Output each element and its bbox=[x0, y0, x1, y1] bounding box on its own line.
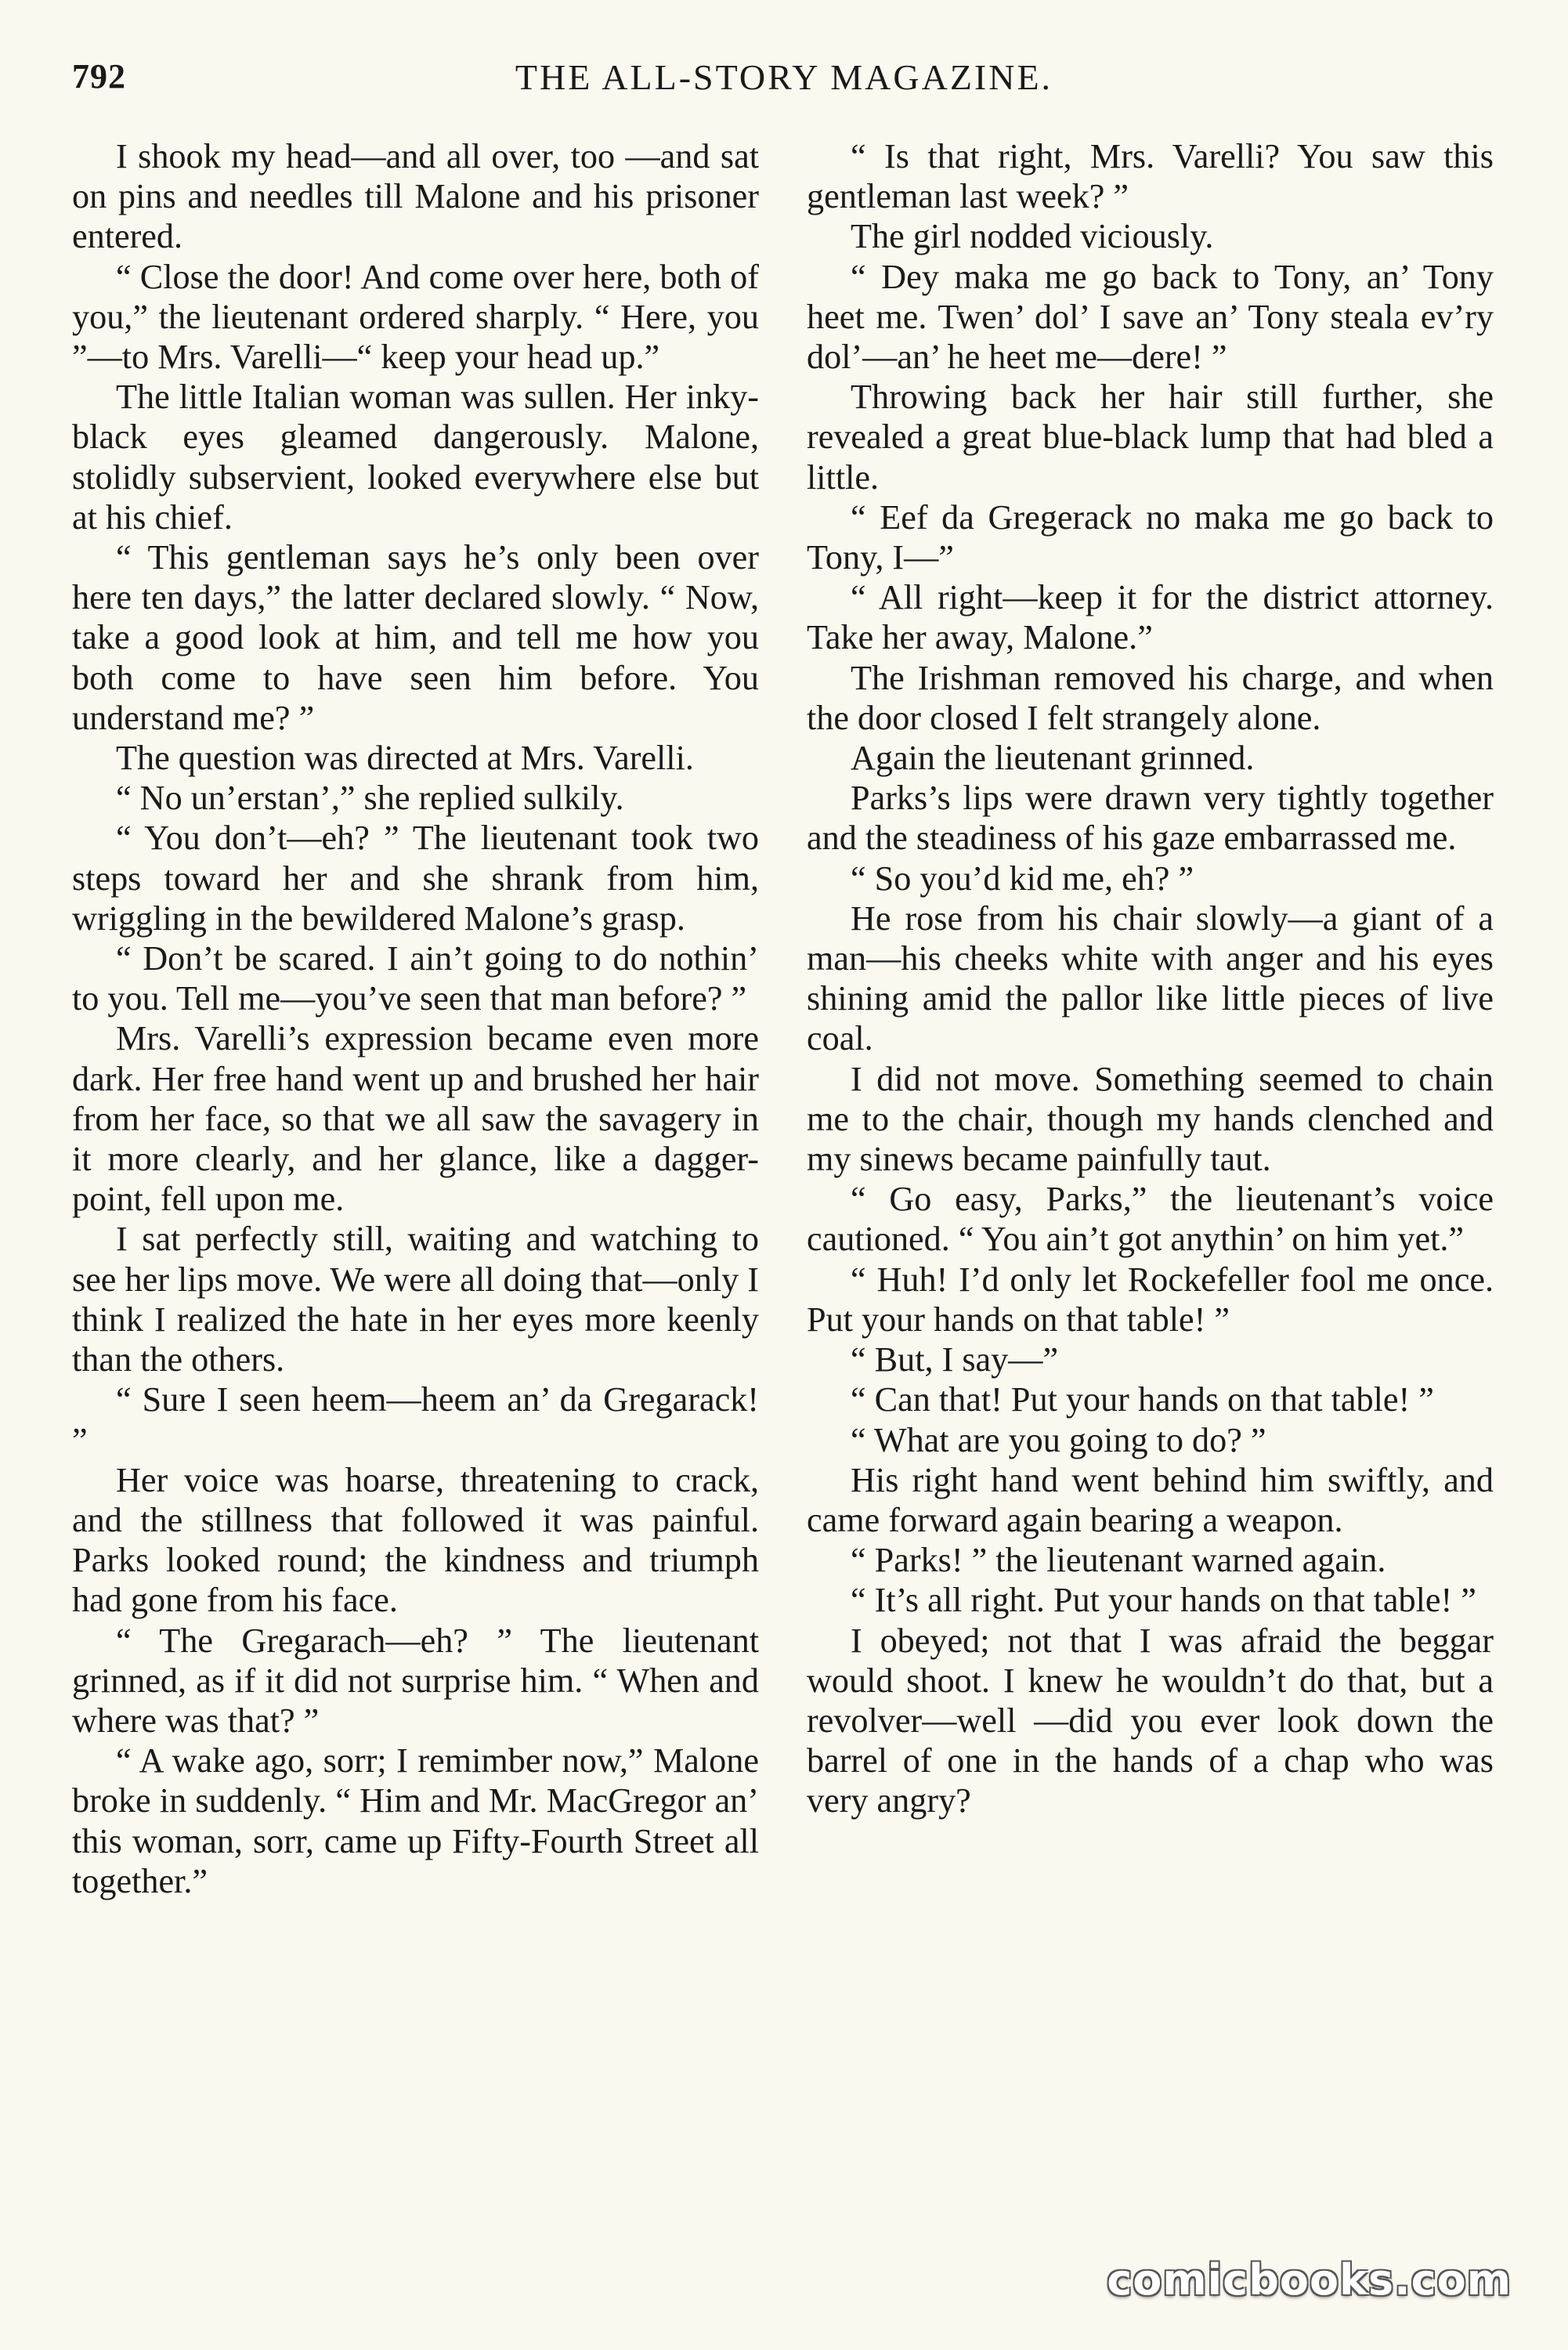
right-column bbox=[807, 136, 1494, 1821]
paragraph: “ You don’t—eh? ” The lieutenant took two steps toward her and she shrank from him, wriggling in the bewildered Malone’s grasp. bbox=[72, 819, 759, 938]
paragraph: Mrs. Varelli’s expression became even more dark. Her free hand went up and brushed her hair from her face, so that we all saw the savagery in it more clearly, and her glance, like a dagger-point, fell upon me. bbox=[72, 1019, 759, 1219]
paragraph: “ Huh! I’d only let Rockefeller fool me once. Put your hands on that table! ” bbox=[807, 1260, 1494, 1339]
paragraph: The question was directed at Mrs. Varelli. bbox=[116, 739, 694, 778]
paragraph: “ Don’t be scared. I ain’t going to do nothin’ to you. Tell me—you’ve seen that man before? ” bbox=[72, 939, 759, 1018]
paragraph: “ So you’d kid me, eh? ” bbox=[851, 859, 1194, 898]
paragraph: Parks’s lips were drawn very tightly together and the steadiness of his gaze embarrassed me. bbox=[807, 779, 1494, 858]
paragraph: “ Go easy, Parks,” the lieutenant’s voice cautioned. “ You ain’t got anythin’ on him yet.” bbox=[807, 1180, 1494, 1259]
paragraph: I obeyed; not that I was afraid the beggar would shoot. I knew he wouldn’t do that, but a revolver—well —did you ever look down the barrel of one in the hands of a chap who was very angry? bbox=[807, 1621, 1494, 1820]
paragraph: His right hand went behind him swiftly, and came forward again bearing a weapon. bbox=[807, 1460, 1494, 1539]
paragraph: “ Is that right, Mrs. Varelli? You saw this gentleman last week? ” bbox=[807, 137, 1494, 216]
paragraph: I sat perfectly still, waiting and watching to see her lips move. We were all doing that—only I think I realized the hate in her eyes more keenly than the others. bbox=[72, 1220, 759, 1379]
paragraph: “ Sure I seen heem—heem an’ da Gregarack! ” bbox=[72, 1380, 759, 1459]
watermark: comicbooks.com bbox=[1107, 2255, 1512, 2305]
paragraph: “ This gentleman says he’s only been over here ten days,” the latter declared slowly. “ Now, take a good look at him, and tell me how you both come to have seen him before. You understand me? ” bbox=[72, 538, 759, 737]
paragraph: He rose from his chair slowly—a giant of a man—his cheeks white with anger and his eyes shining amid the pallor like little pieces of live coal. bbox=[807, 898, 1494, 1058]
left-column bbox=[72, 136, 759, 1901]
page-number: 792 bbox=[72, 57, 126, 96]
paragraph: “ Dey maka me go back to Tony, an’ Tony heet me. Twen’ dol’ I save an’ Tony steala ev’ry dol’—an’ he heet me—dere! ” bbox=[807, 257, 1494, 377]
paragraph: “ Parks! ” the lieutenant warned again. bbox=[851, 1541, 1386, 1580]
paragraph: Again the lieutenant grinned. bbox=[851, 739, 1255, 778]
paragraph: “ It’s all right. Put your hands on that table! ” bbox=[851, 1581, 1476, 1620]
paragraph: “ Eef da Gregerack no maka me go back to Tony, I—” bbox=[807, 497, 1494, 577]
magazine-title: THE ALL-STORY MAGAZINE. bbox=[515, 57, 1053, 97]
paragraph: The Irishman removed his charge, and when the door closed I felt strangely alone. bbox=[807, 658, 1494, 737]
paragraph: I shook my head—and all over, too —and sat on pins and needles till Malone and his prisoner entered. bbox=[72, 137, 759, 256]
paragraph: “ But, I say—” bbox=[851, 1340, 1059, 1379]
paragraph: The little Italian woman was sullen. Her inky-black eyes gleamed dangerously. Malone, stolidly subservient, looked everywhere else but at his chief. bbox=[72, 378, 759, 537]
paragraph: Her voice was hoarse, threatening to crack, and the stillness that followed it was painful. Parks looked round; the kindness and triumph had gone from his face. bbox=[72, 1460, 759, 1620]
paragraph: “ Close the door! And come over here, both of you,” the lieutenant ordered sharply. “ Here, you ”—to Mrs. Varelli—“ keep your head up.” bbox=[72, 257, 759, 377]
paragraph: “ No un’erstan’,” she replied sulkily. bbox=[116, 779, 624, 818]
paragraph: “ The Gregarach—eh? ” The lieutenant grinned, as if it did not surprise him. “ When and where was that? ” bbox=[72, 1621, 759, 1740]
paragraph: “ A wake ago, sorr; I remimber now,” Malone broke in suddenly. “ Him and Mr. MacGregor an’ this woman, sorr, came up Fifty-Fourth Street all together.” bbox=[72, 1741, 759, 1900]
paragraph: The girl nodded viciously. bbox=[851, 217, 1214, 256]
paragraph: “ What are you going to do? ” bbox=[851, 1420, 1266, 1459]
paragraph: “ Can that! Put your hands on that table! ” bbox=[851, 1380, 1434, 1419]
paragraph: Throwing back her hair still further, she revealed a great blue-black lump that had bled a little. bbox=[807, 378, 1494, 497]
paragraph: I did not move. Something seemed to chain me to the chair, though my hands clenched and my sinews became painfully taut. bbox=[807, 1059, 1494, 1179]
page-header bbox=[72, 56, 1496, 111]
paragraph: “ All right—keep it for the district attorney. Take her away, Malone.” bbox=[807, 578, 1494, 657]
